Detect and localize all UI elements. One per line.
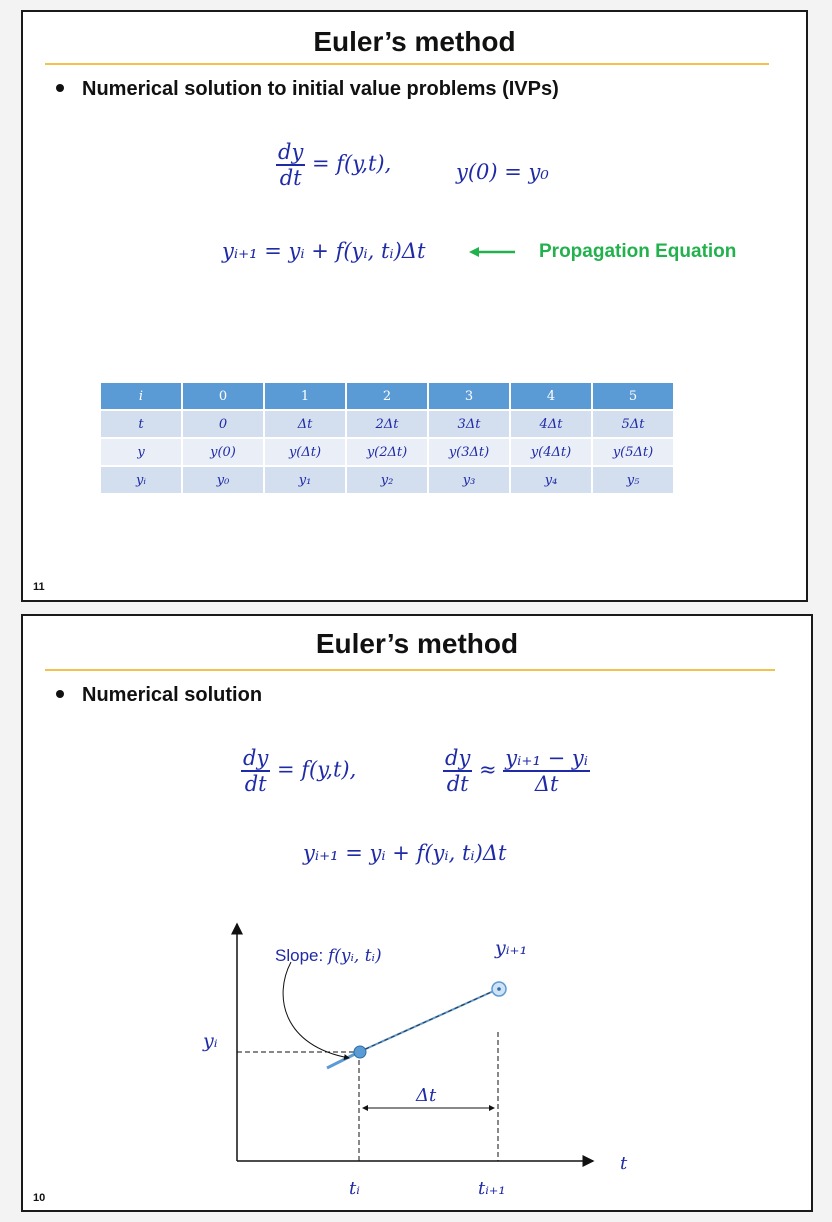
table-cell: y₁ xyxy=(265,467,345,493)
initial-condition: y(0) = y₀ xyxy=(456,160,549,184)
table-cell: 5Δt xyxy=(593,411,673,437)
table-cell: 3Δt xyxy=(429,411,509,437)
delta-t-label: Δt xyxy=(416,1085,437,1106)
bullet-item xyxy=(56,78,559,101)
bullet-text: Numerical solution to initial value problems (IVPs) xyxy=(82,78,559,100)
table-cell: y(4Δt) xyxy=(511,439,591,465)
table-cell: 3 xyxy=(429,383,509,409)
page-number: 11 xyxy=(33,581,45,593)
ode-equation xyxy=(241,746,356,796)
current-point xyxy=(354,1046,366,1058)
difference-fraction xyxy=(503,746,590,796)
table-cell: 4Δt xyxy=(511,411,591,437)
values-table xyxy=(99,381,675,495)
title-underline xyxy=(45,63,769,65)
bullet-dot-icon xyxy=(56,84,64,92)
fraction-numerator: dy xyxy=(278,140,304,164)
table-cell: i xyxy=(101,383,181,409)
table-row xyxy=(101,411,673,437)
ode-rhs: = f(y,t), xyxy=(312,151,392,176)
fraction-denominator: dt xyxy=(446,772,469,796)
table-cell: y(3Δt) xyxy=(429,439,509,465)
next-point-center xyxy=(497,987,501,991)
derivative-fraction xyxy=(276,140,305,190)
table-cell: t xyxy=(101,411,181,437)
table-cell: 2Δt xyxy=(347,411,427,437)
table-cell: y₂ xyxy=(347,467,427,493)
derivative-fraction xyxy=(443,746,472,796)
table-row xyxy=(101,467,673,493)
fraction-denominator: dt xyxy=(244,772,267,796)
table-row xyxy=(101,439,673,465)
fraction-denominator: Δt xyxy=(534,772,559,796)
euler-step-diagram xyxy=(173,916,633,1201)
fraction-numerator: dy xyxy=(243,746,269,770)
table-header-row xyxy=(101,383,673,409)
derivative-approximation xyxy=(443,746,590,796)
table-cell: 4 xyxy=(511,383,591,409)
table-cell: y(Δt) xyxy=(265,439,345,465)
derivative-fraction xyxy=(241,746,270,796)
slide-11 xyxy=(21,10,808,602)
y-next-label: yᵢ₊₁ xyxy=(495,937,528,959)
left-arrow-icon xyxy=(469,244,515,260)
table-cell: y₅ xyxy=(593,467,673,493)
ode-rhs: = f(y,t), xyxy=(277,757,357,782)
table-cell: yᵢ xyxy=(101,467,181,493)
table-cell: 1 xyxy=(265,383,345,409)
propagation-label: Propagation Equation xyxy=(539,241,737,262)
slide-10 xyxy=(21,614,813,1212)
table-cell: y₃ xyxy=(429,467,509,493)
table-cell: y(0) xyxy=(183,439,263,465)
table-cell: y(5Δt) xyxy=(593,439,673,465)
slide-title: Euler’s method xyxy=(315,628,519,659)
fraction-denominator: dt xyxy=(279,166,302,190)
y-i-label: yᵢ xyxy=(203,1030,218,1052)
approx-symbol: ≈ xyxy=(479,757,497,782)
t-axis-label: t xyxy=(620,1153,628,1174)
table-cell: 0 xyxy=(183,411,263,437)
table-cell: y xyxy=(101,439,181,465)
fraction-numerator: yᵢ₊₁ − yᵢ xyxy=(505,746,588,770)
page-number: 10 xyxy=(33,1192,46,1204)
update-equation: yᵢ₊₁ = yᵢ + f(yᵢ, tᵢ)Δt xyxy=(303,841,507,865)
bullet-item xyxy=(56,684,262,707)
bullet-text: Numerical solution xyxy=(82,684,263,706)
slope-pointer-arrow xyxy=(283,962,349,1058)
slide-title: Euler’s method xyxy=(313,26,516,57)
title-underline xyxy=(45,669,775,671)
table-cell: y(2Δt) xyxy=(347,439,427,465)
table-cell: y₄ xyxy=(511,467,591,493)
propagation-equation: yᵢ₊₁ = yᵢ + f(yᵢ, tᵢ)Δt xyxy=(222,239,426,263)
table-cell: 5 xyxy=(593,383,673,409)
table-cell: 0 xyxy=(183,383,263,409)
slope-label: Slope: f(yᵢ, tᵢ) xyxy=(275,946,382,966)
ode-equation xyxy=(276,140,391,190)
t-next-label: tᵢ₊₁ xyxy=(478,1178,506,1199)
table-cell: Δt xyxy=(265,411,345,437)
t-i-label: tᵢ xyxy=(349,1178,360,1199)
table-cell: 2 xyxy=(347,383,427,409)
fraction-numerator: dy xyxy=(445,746,471,770)
bullet-dot-icon xyxy=(56,690,64,698)
table-cell: y₀ xyxy=(183,467,263,493)
